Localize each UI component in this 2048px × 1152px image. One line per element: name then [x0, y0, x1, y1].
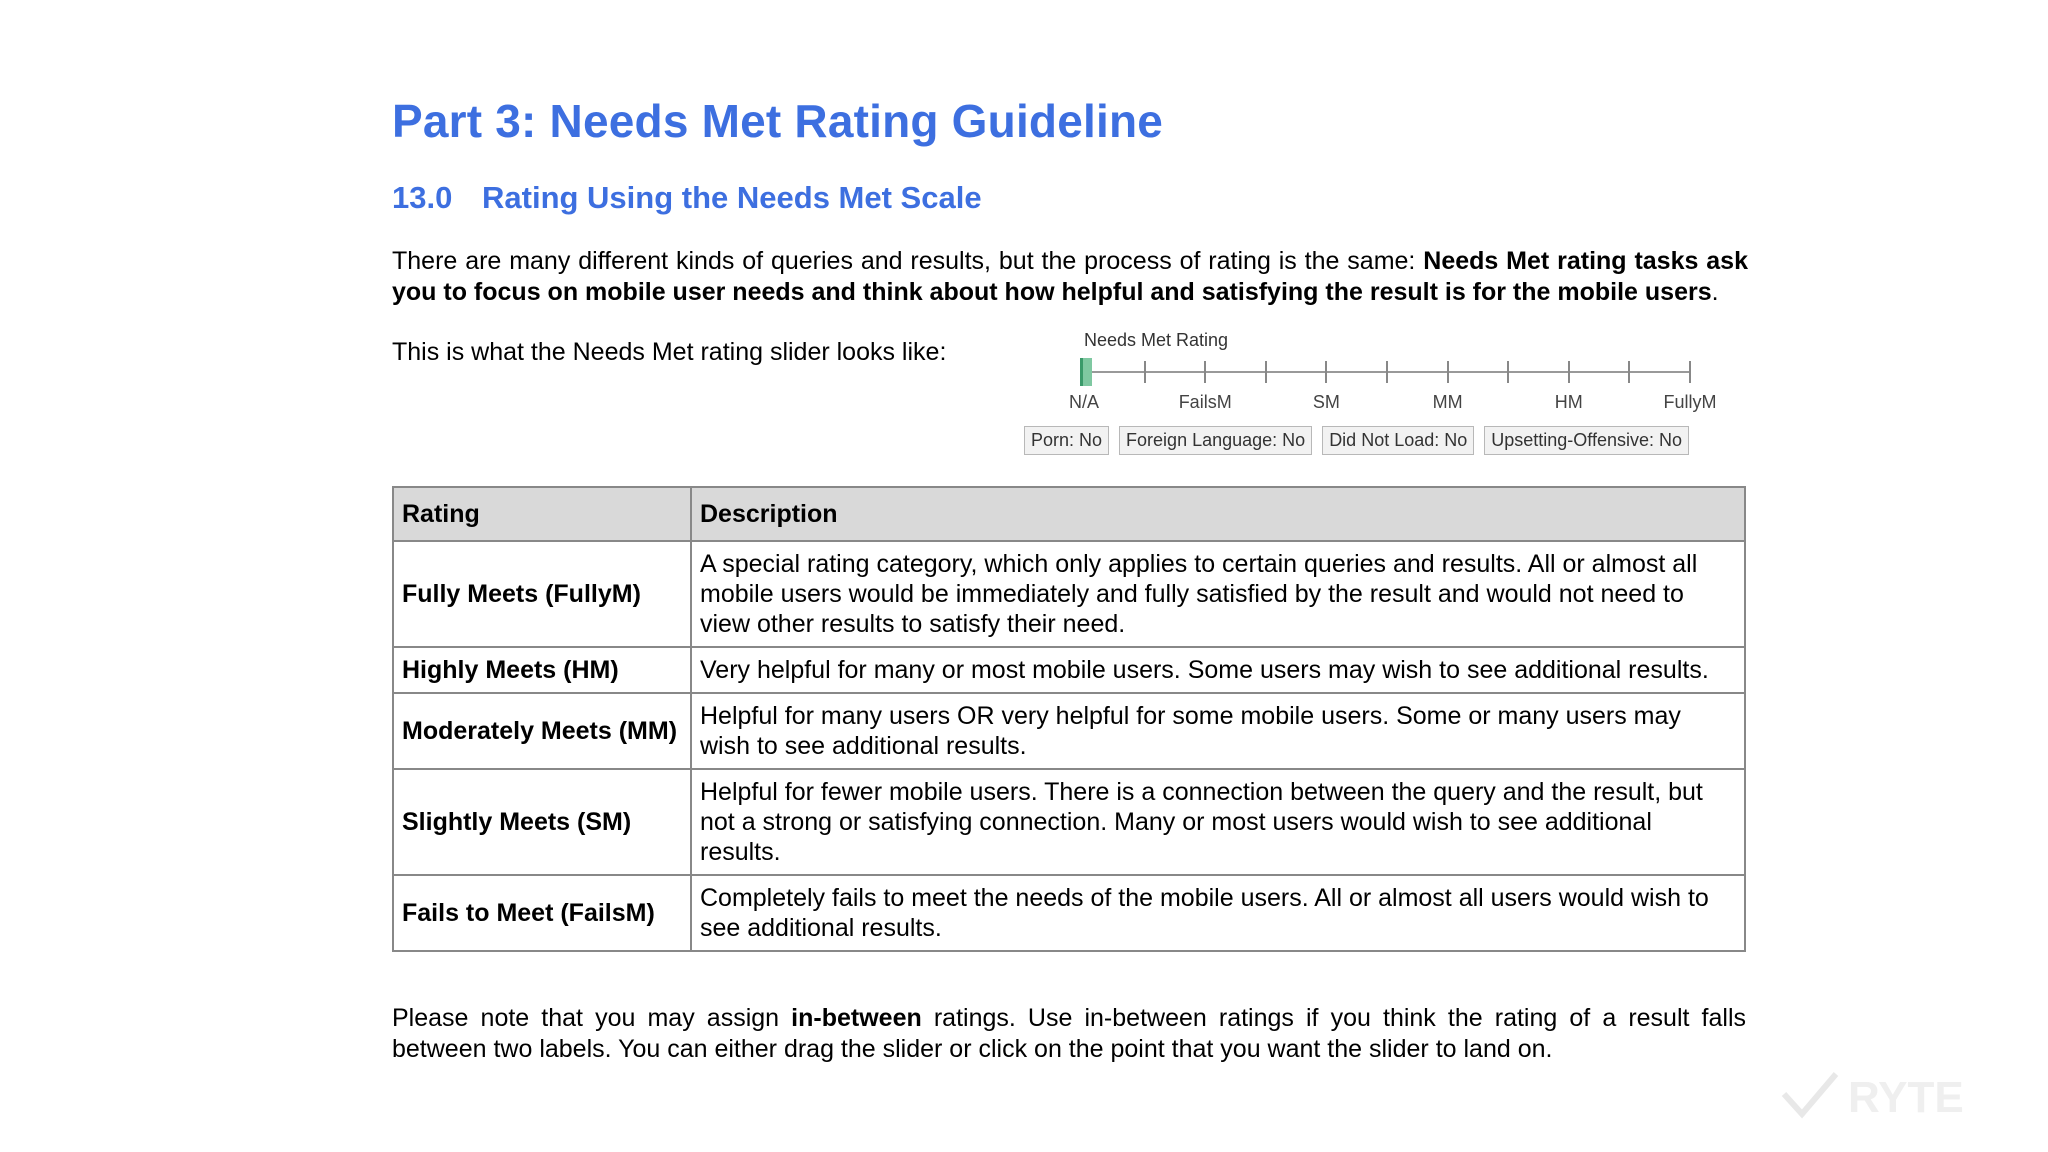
table-row — [393, 647, 1745, 693]
slider-major-tick[interactable] — [1568, 361, 1570, 383]
slider-label-sm: SM — [1312, 392, 1340, 412]
slider-title: Needs Met Rating — [1084, 330, 1229, 350]
checkmark-icon — [1784, 1074, 1836, 1114]
watermark-text: RYTE — [1848, 1073, 1964, 1122]
rating-fully-meets: Fully Meets (FullyM) — [393, 541, 691, 647]
slider-major-tick[interactable] — [1689, 361, 1691, 383]
slider-label-mm: MM — [1432, 392, 1463, 412]
note-text-start: Please note that you may assign — [392, 1004, 792, 1032]
intro-bold-text: Needs Met rating tasks ask you to focus on mobile user needs and think about how helpful and satisfying the result is for the mobile users — [392, 247, 1748, 306]
description-slightly-meets: Helpful for fewer mobile users. There is a connection between the query and the result, but not a strong or satisfying connection. Many or most users would wish to see additional results. — [691, 769, 1745, 875]
table-header-row — [393, 487, 1745, 541]
table-row — [393, 875, 1745, 951]
intro-paragraph — [392, 246, 1748, 308]
section-title: Rating Using the Needs Met Scale — [482, 180, 982, 215]
description-fails-to-meet: Completely fails to meet the needs of the mobile users. All or almost all users would wish to see additional results. — [691, 875, 1745, 951]
intro-text: There are many different kinds of queries and results, but the process of rating is the same: — [392, 247, 1424, 275]
intro-text-end: . — [1711, 278, 1719, 306]
table-row — [393, 541, 1745, 647]
header-rating: Rating — [393, 487, 691, 541]
table-row — [393, 693, 1745, 769]
slider-label-fullym: FullyM — [1663, 392, 1717, 412]
slider-flag-4[interactable]: Upsetting-Offensive: No — [1484, 426, 1689, 455]
rating-slightly-meets: Slightly Meets (SM) — [393, 769, 691, 875]
slider-label-hm: HM — [1554, 392, 1583, 412]
slider-flag-3[interactable]: Did Not Load: No — [1322, 426, 1474, 455]
note-bold-text: in-between — [791, 1004, 922, 1032]
header-description: Description — [691, 487, 1745, 541]
slider-minor-tick[interactable] — [1628, 361, 1630, 383]
slider-label-failsm: FailsM — [1178, 392, 1232, 412]
description-highly-meets: Very helpful for many or most mobile users. Some users may wish to see additional results. — [691, 647, 1745, 693]
slider-major-tick[interactable] — [1447, 361, 1449, 383]
section-heading — [392, 180, 982, 216]
table-row — [393, 769, 1745, 875]
slider-flags — [1024, 426, 1689, 455]
rating-moderately-meets: Moderately Meets (MM) — [393, 693, 691, 769]
slider-handle[interactable] — [1080, 358, 1092, 386]
page-title: Part 3: Needs Met Rating Guideline — [392, 95, 1164, 147]
slider-minor-tick[interactable] — [1507, 361, 1509, 383]
needs-met-slider — [1020, 326, 1720, 466]
rating-highly-meets: Highly Meets (HM) — [393, 647, 691, 693]
note-text-end: ratings. Use in-between ratings if you think the rating of a result falls between two labels. You can either drag the slider or click on the point that you want the slider to land on. — [392, 1004, 1746, 1063]
slider-minor-tick[interactable] — [1386, 361, 1388, 383]
slider-flag-2[interactable]: Foreign Language: No — [1119, 426, 1312, 455]
note-paragraph — [392, 1003, 1746, 1065]
slider-minor-tick[interactable] — [1265, 361, 1267, 383]
slider-major-tick[interactable] — [1325, 361, 1327, 383]
slider-flag-1[interactable]: Porn: No — [1024, 426, 1109, 455]
section-number: 13.0 — [392, 180, 453, 215]
rating-fails-to-meet: Fails to Meet (FailsM) — [393, 875, 691, 951]
ryte-watermark-logo — [1778, 1064, 2018, 1124]
description-fully-meets: A special rating category, which only applies to certain queries and results. All or almost all mobile users would be immediately and fully satisfied by the result and would not need to view other results to satisfy their need. — [691, 541, 1745, 647]
ratings-table — [392, 486, 1746, 952]
slider-caption: This is what the Needs Met rating slider looks like: — [392, 338, 947, 366]
slider-major-tick[interactable] — [1204, 361, 1206, 383]
slider-minor-tick[interactable] — [1144, 361, 1146, 383]
slider-label-n-a: N/A — [1068, 392, 1100, 412]
description-moderately-meets: Helpful for many users OR very helpful for some mobile users. Some or many users may wish to see additional results. — [691, 693, 1745, 769]
